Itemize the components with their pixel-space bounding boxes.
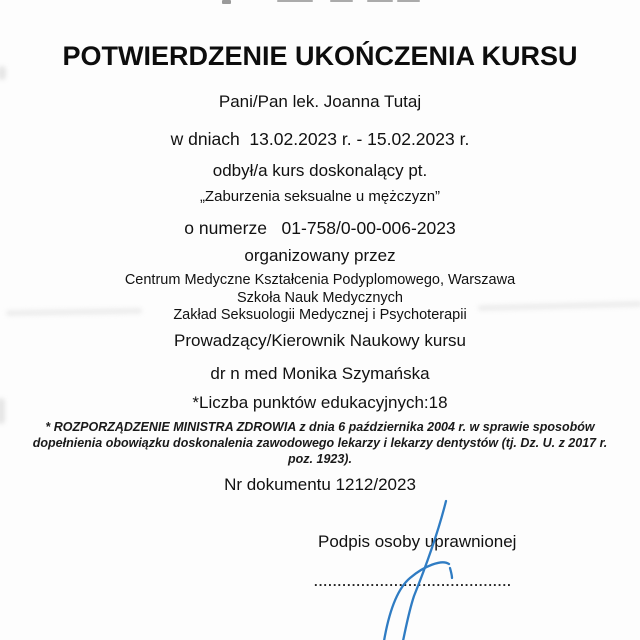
scan-artifact xyxy=(367,0,393,2)
signature-strokes xyxy=(384,501,452,640)
certificate-title: POTWIERDZENIE UKOŃCZENIA KURSU xyxy=(62,41,578,71)
footnote-line-3: poz. 1923). xyxy=(288,452,352,466)
organizer-line-3: Zakład Seksuologii Medycznej i Psychoterapii xyxy=(173,307,467,323)
education-points: *Liczba punktów edukacyjnych:18 xyxy=(192,393,448,412)
organized-by-label: organizowany przez xyxy=(244,246,396,265)
scan-artifact xyxy=(222,0,231,4)
course-leader-name: dr n med Monika Szymańska xyxy=(210,364,430,383)
participant-name: Pani/Pan lek. Joanna Tutaj xyxy=(218,92,422,111)
course-number: o numerze 01-758/0-00-006-2023 xyxy=(184,218,456,238)
course-intro: odbył/a kurs doskonalący pt. xyxy=(212,161,428,180)
course-dates: w dniach 13.02.2023 r. - 15.02.2023 r. xyxy=(170,129,470,149)
organizer-line-1: Centrum Medyczne Kształcenia Podyplomowego, Warszawa xyxy=(124,272,516,288)
scan-artifact xyxy=(277,0,313,2)
scan-artifact xyxy=(397,0,420,2)
signature-stroke-long xyxy=(403,501,446,640)
organizer-line-2: Szkoła Nauk Medycznych xyxy=(236,290,403,306)
signature-label: Podpis osoby uprawnionej xyxy=(318,532,517,551)
scan-smudge xyxy=(0,66,6,80)
scan-smudge xyxy=(0,398,5,424)
course-title: „Zaburzenia seksualne u mężczyzn” xyxy=(199,188,441,205)
footnote-line-2: dopełnienia obowiązku doskonalenia zawodowego lekarzy i lekarzy dentystów (tj. Dz. U. z 2017 r. xyxy=(32,436,608,450)
footnote-line-1: * ROZPORZĄDZENIE MINISTRA ZDROWIA z dnia 6 października 2004 r. w sprawie sposobów xyxy=(45,420,595,434)
signature-dotted-line: .......................................... xyxy=(314,574,512,589)
scan-artifact xyxy=(330,0,353,2)
document-number: Nr dokumentu 1212/2023 xyxy=(224,475,416,494)
course-leader-label: Prowadzący/Kierownik Naukowy kursu xyxy=(174,331,466,350)
